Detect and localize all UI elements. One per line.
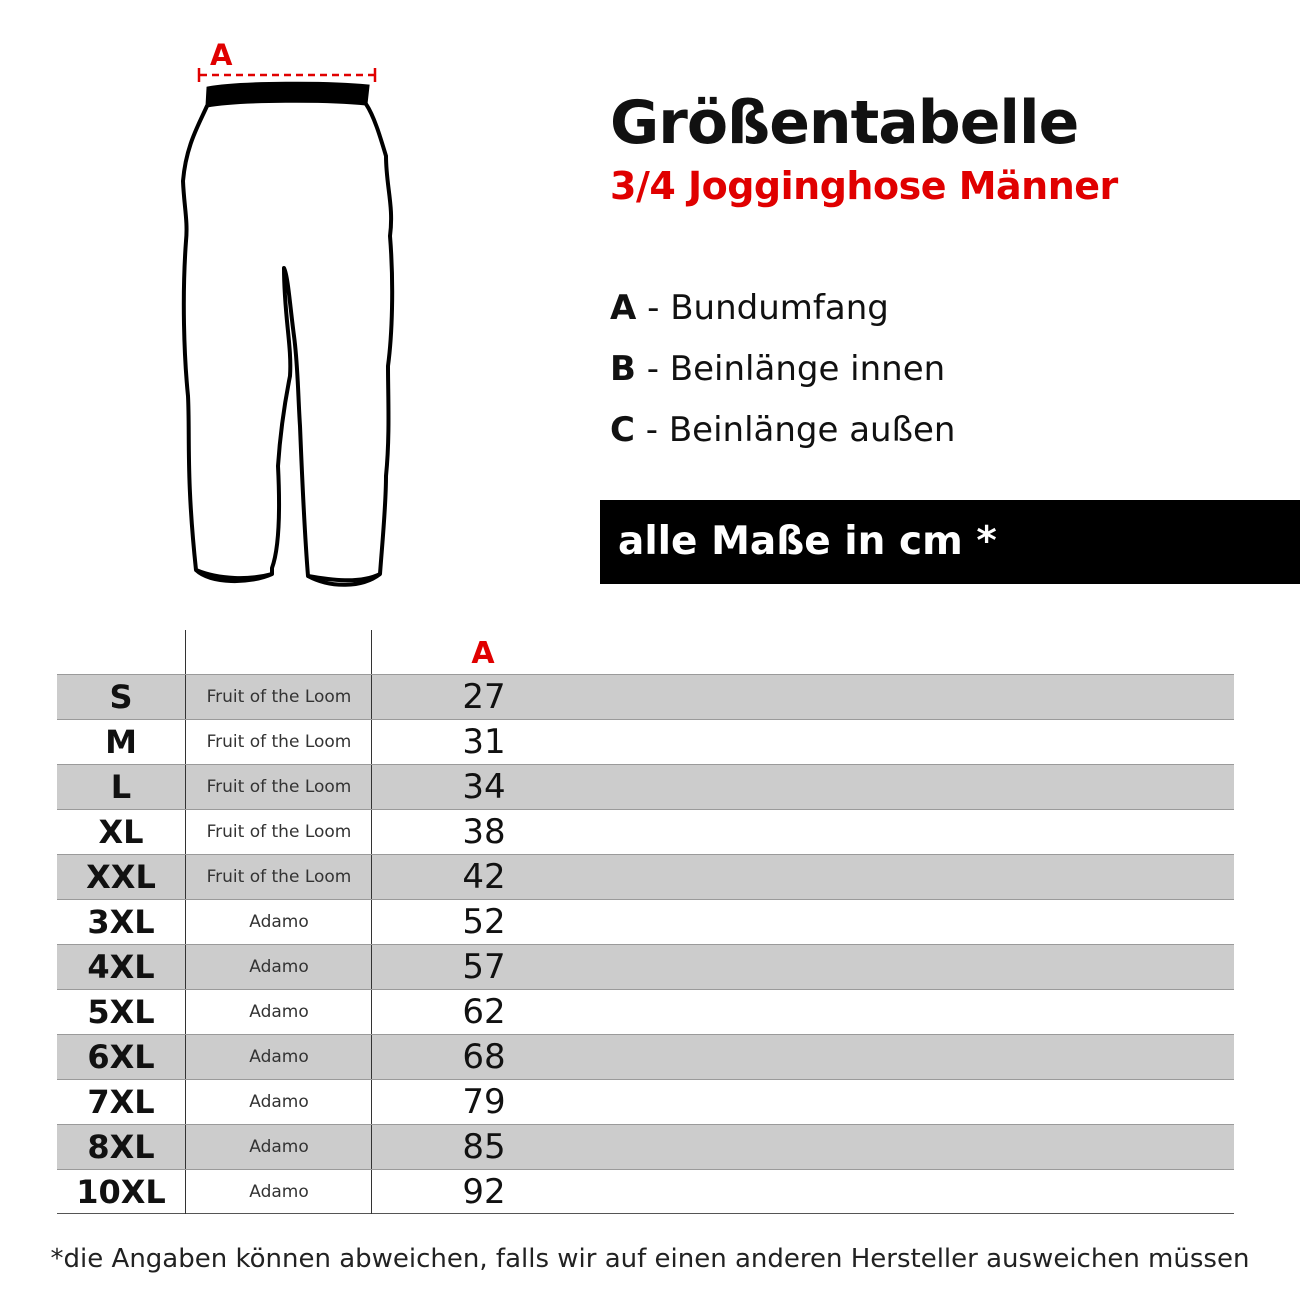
table-row <box>57 944 1234 989</box>
measure-a-cell: 68 <box>371 1035 596 1079</box>
legend-key: A <box>610 288 637 328</box>
measure-a-cell: 31 <box>371 720 596 764</box>
size-cell: 5XL <box>87 993 155 1031</box>
legend-text: - Beinlänge innen <box>635 349 946 389</box>
table-body <box>57 674 1234 1214</box>
pants-outline-icon <box>180 36 395 596</box>
units-banner: alle Maße in cm * <box>600 500 1300 584</box>
legend-key: C <box>610 410 635 450</box>
column-divider <box>371 630 372 674</box>
table-row <box>57 719 1234 764</box>
size-cell: M <box>105 723 137 761</box>
legend-key: B <box>610 349 636 389</box>
table-row <box>57 1034 1234 1079</box>
table-row <box>57 854 1234 899</box>
brand-cell: Fruit of the Loom <box>185 810 372 854</box>
table-row <box>57 764 1234 809</box>
table-row <box>57 674 1234 719</box>
size-cell: 7XL <box>87 1083 155 1121</box>
size-table <box>57 630 1234 1214</box>
brand-cell: Adamo <box>185 900 372 944</box>
size-cell: L <box>110 768 132 806</box>
size-cell: 8XL <box>87 1128 155 1166</box>
brand-cell: Fruit of the Loom <box>185 855 372 899</box>
measure-a-cell: 34 <box>371 765 596 809</box>
size-cell: 6XL <box>87 1038 155 1076</box>
table-row <box>57 989 1234 1034</box>
measure-a-cell: 92 <box>371 1170 596 1214</box>
table-row <box>57 809 1234 854</box>
brand-cell: Adamo <box>185 1170 372 1214</box>
page-title: Größentabelle <box>610 88 1079 158</box>
page-subtitle: 3/4 Jogginghose Männer <box>610 164 1118 208</box>
measure-a-cell: 38 <box>371 810 596 854</box>
footnote: *die Angaben können abweichen, falls wir auf einen anderen Hersteller ausweichen müssen <box>50 1244 1250 1274</box>
brand-cell: Adamo <box>185 1125 372 1169</box>
brand-cell: Adamo <box>185 1035 372 1079</box>
column-divider <box>185 630 186 674</box>
size-cell: S <box>109 678 133 716</box>
brand-cell: Fruit of the Loom <box>185 675 372 719</box>
legend-text: - Beinlänge außen <box>634 410 956 450</box>
measure-a-cell: 62 <box>371 990 596 1034</box>
table-row <box>57 899 1234 944</box>
measure-a-cell: 79 <box>371 1080 596 1124</box>
size-cell: 4XL <box>87 948 155 986</box>
size-cell: 3XL <box>87 903 155 941</box>
measurement-legend <box>610 286 955 469</box>
legend-item-b <box>610 347 955 408</box>
brand-cell: Adamo <box>185 1080 372 1124</box>
legend-item-a <box>610 286 955 347</box>
brand-cell: Fruit of the Loom <box>185 765 372 809</box>
table-row <box>57 1169 1234 1214</box>
measure-a-cell: 57 <box>371 945 596 989</box>
legend-item-c <box>610 408 955 469</box>
brand-cell: Adamo <box>185 945 372 989</box>
column-header-a: A <box>471 636 495 671</box>
measure-label-a: A <box>210 38 233 72</box>
measure-a-cell: 85 <box>371 1125 596 1169</box>
table-header <box>57 630 1234 674</box>
table-row <box>57 1124 1234 1169</box>
brand-cell: Fruit of the Loom <box>185 720 372 764</box>
measure-a-cell: 27 <box>371 675 596 719</box>
measure-a-cell: 52 <box>371 900 596 944</box>
waistband <box>207 83 368 106</box>
size-cell: XXL <box>86 858 156 896</box>
legend-text: - Bundumfang <box>636 288 889 328</box>
brand-cell: Adamo <box>185 990 372 1034</box>
table-row <box>57 1079 1234 1124</box>
measure-a-cell: 42 <box>371 855 596 899</box>
size-cell: XL <box>98 813 144 851</box>
size-cell: 10XL <box>76 1173 166 1211</box>
